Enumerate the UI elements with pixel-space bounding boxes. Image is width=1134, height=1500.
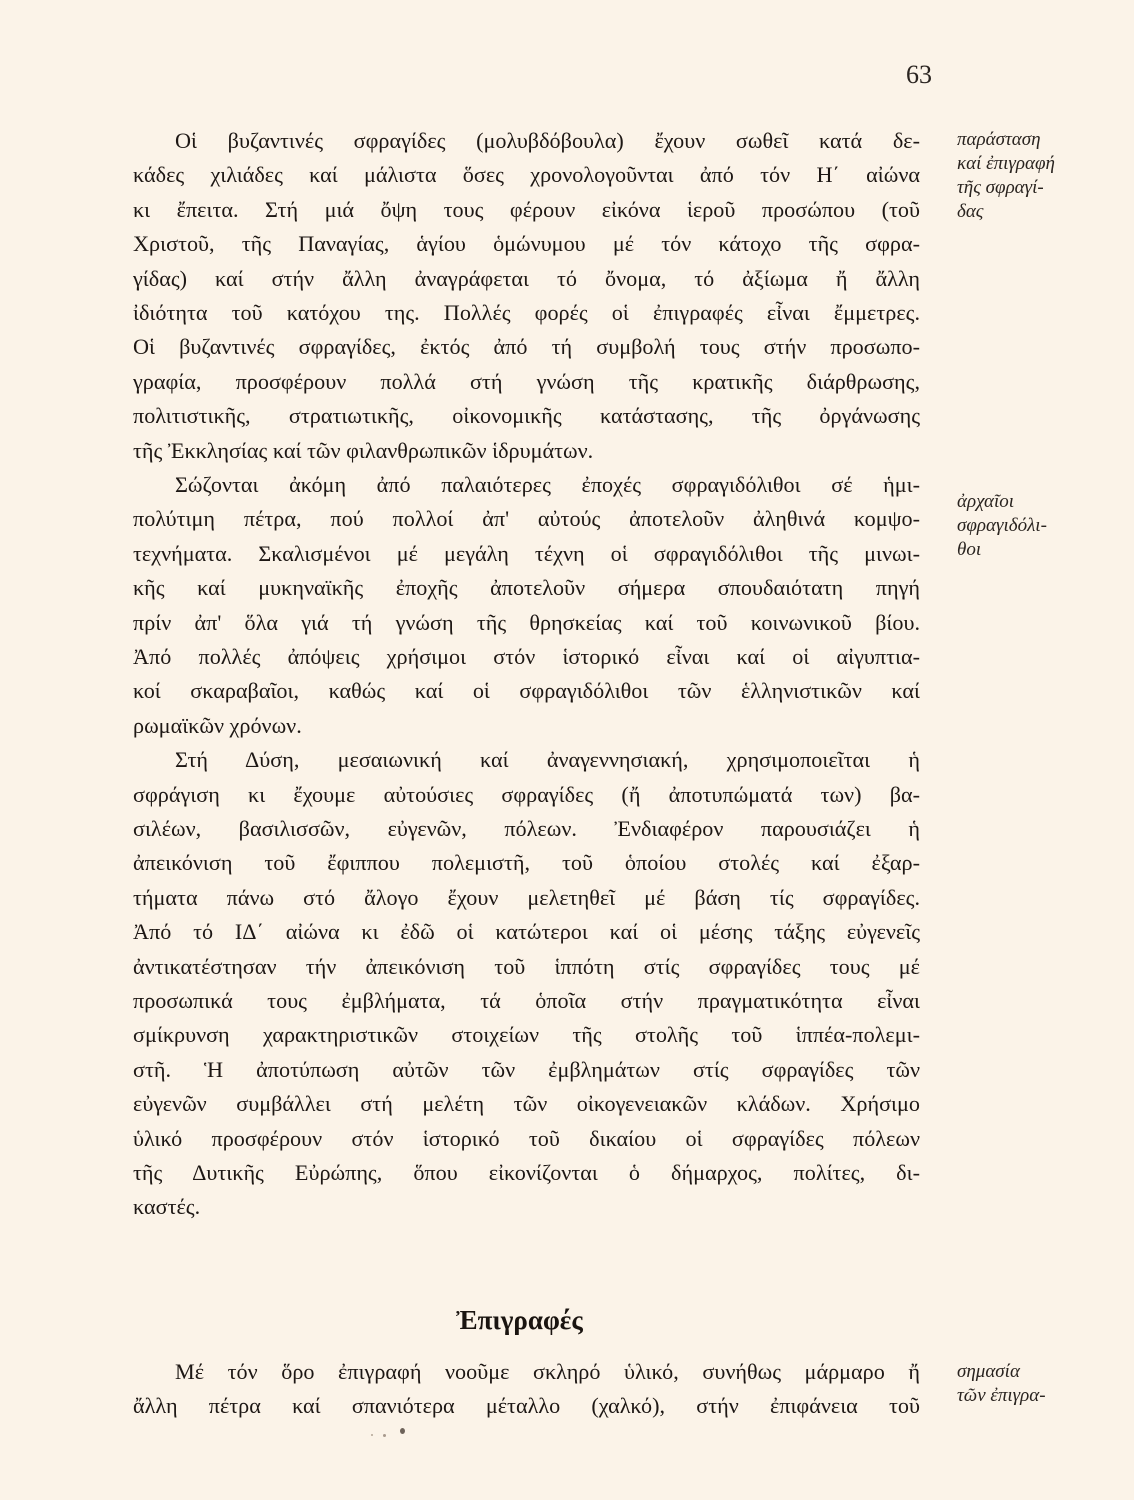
page-number: 63: [906, 60, 932, 89]
text-line: γίδας) καί στήν ἄλλη ἀναγράφεται τό ὄνομα, τό ἀξίωμα ἤ ἄλλη: [133, 265, 920, 291]
margin-note-line: παράσταση: [957, 129, 1041, 150]
text-line: τῆς Ἐκκλησίας καί τῶν φιλανθρωπικῶν ἱδρυμάτων.: [133, 437, 594, 463]
text-line: Χριστοῦ, τῆς Παναγίας, ἁγίου ὁμώνυμου μέ τόν κάτοχο τῆς σφρα-: [133, 231, 920, 257]
text-line: πρίν ἀπ' ὅλα γιά τή γνώση τῆς θρησκείας καί τοῦ κοινωνικοῦ βίου.: [133, 609, 920, 635]
text-line: καστές.: [133, 1194, 201, 1220]
text-line: Οἱ βυζαντινές σφραγίδες (μολυβδόβουλα) ἔχουν σωθεῖ κατά δε-: [175, 128, 920, 153]
text-line: ἀπεικόνιση τοῦ ἔφιππου πολεμιστῆ, τοῦ ὁποίου στολές καί ἐξαρ-: [133, 850, 920, 876]
text-line: σμίκρυνση χαρακτηριστικῶν στοιχείων τῆς στολῆς τοῦ ἱππέα-πολεμι-: [133, 1022, 920, 1048]
text-line: ἰδιότητα τοῦ κατόχου της. Πολλές φορές οἱ ἐπιγραφές εἶναι ἔμμετρες.: [133, 300, 920, 325]
section-heading: Ἐπιγραφές: [456, 1305, 583, 1335]
text-line: Μέ τόν ὅρο ἐπιγραφή νοοῦμε σκληρό ὑλικό, συνήθως μάρμαρο ἤ: [175, 1359, 920, 1384]
text-line: γραφία, προσφέρουν πολλά στή γνώση τῆς κρατικῆς διάρθρωσης,: [133, 368, 920, 394]
text-line: κάδες χιλιάδες καί μάλιστα ὅσες χρονολογοῦνται ἀπό τόν Η΄ αἰώνα: [133, 162, 920, 188]
text-line: Στή Δύση, μεσαιωνική καί ἀναγεννησιακή, χρησιμοποιεῖται ἡ: [175, 747, 920, 773]
text-line: Σώζονται ἀκόμη ἀπό παλαιότερες ἐποχές σφραγιδόλιθοι σέ ἡμι-: [175, 472, 920, 497]
margin-note-line: τῆς σφραγί-: [957, 177, 1044, 198]
margin-note-line: δας: [957, 201, 984, 222]
text-line: Ἀπό πολλές ἀπόψεις χρήσιμοι στόν ἱστορικό εἶναι καί οἱ αἰγυπτια-: [133, 644, 920, 669]
text-line: σφράγιση κι ἔχουμε αὐτούσιες σφραγίδες (ἤ ἀποτυπώματά των) βα-: [133, 781, 920, 807]
text-line: προσωπικά τους ἐμβλήματα, τά ὁποῖα στήν πραγματικότητα εἶναι: [133, 988, 920, 1013]
text-line: τῆς Δυτικῆς Εὐρώπης, ὅπου εἰκονίζονται ὁ δήμαρχος, πολίτες, δι-: [133, 1160, 920, 1185]
text-line: πολιτιστικῆς, στρατιωτικῆς, οἰκονομικῆς κατάστασης, τῆς ὀργάνωσης: [133, 403, 920, 429]
text-line: Οἱ βυζαντινές σφραγίδες, ἐκτός ἀπό τή συμβολή τους στήν προσωπο-: [133, 334, 920, 360]
text-line: ὑλικό προσφέρουν στόν ἱστορικό τοῦ δικαίου οἱ σφραγίδες πόλεων: [133, 1125, 920, 1151]
print-speck: [371, 1434, 373, 1436]
margin-note-line: σφραγιδόλι-: [957, 515, 1047, 536]
print-speck: [383, 1434, 386, 1437]
text-line: Ἀπό τό ΙΔ΄ αἰώνα κι ἐδῶ οἱ κατώτεροι καί οἱ μέσης τάξης εὐγενεῖς: [133, 919, 920, 945]
text-line: κι ἔπειτα. Στή μιά ὄψη τους φέρουν εἰκόνα ἱεροῦ προσώπου (τοῦ: [133, 196, 920, 222]
text-line: ρωμαϊκῶν χρόνων.: [133, 712, 302, 738]
margin-note-line: τῶν ἐπιγρα-: [957, 1385, 1046, 1406]
text-line: ἀντικατέστησαν τήν ἀπεικόνιση τοῦ ἱππότη στίς σφραγίδες τους μέ: [133, 953, 920, 979]
text-line: πολύτιμη πέτρα, πού πολλοί ἀπ' αὐτούς ἀποτελοῦν ἀληθινά κομψο-: [133, 506, 920, 532]
margin-note-line: ἀρχαῖοι: [957, 491, 1015, 512]
margin-note-2: [957, 490, 1047, 562]
text-line: κῆς καί μυκηναϊκῆς ἐποχῆς ἀποτελοῦν σήμερα σπουδαιότατη πηγή: [133, 575, 920, 601]
text-line: ἄλλη πέτρα καί σπανιότερα μέταλλο (χαλκό), στήν ἐπιφάνεια τοῦ: [133, 1393, 920, 1419]
text-line: σιλέων, βασιλισσῶν, εὐγενῶν, πόλεων. Ἐνδιαφέρον παρουσιάζει ἡ: [133, 816, 920, 841]
text-line: τήματα πάνω στό ἄλογο ἔχουν μελετηθεῖ μέ βάση τίς σφραγίδες.: [133, 884, 920, 910]
margin-note-1: [957, 128, 1055, 224]
text-line: τεχνήματα. Σκαλισμένοι μέ μεγάλη τέχνη οἱ σφραγιδόλιθοι τῆς μινωι-: [133, 540, 920, 566]
text-line: εὐγενῶν συμβάλλει στή μελέτη τῶν οἰκογενειακῶν κλάδων. Χρήσιμο: [133, 1091, 920, 1117]
margin-note-line: σημασία: [957, 1361, 1020, 1382]
margin-note-3: [957, 1360, 1046, 1408]
text-line: στῆ. Ἡ ἀποτύπωση αὐτῶν τῶν ἐμβλημάτων στίς σφραγίδες τῶν: [133, 1056, 920, 1082]
margin-note-line: θοι: [957, 539, 982, 560]
margin-note-line: καί ἐπιγραφή: [957, 153, 1055, 174]
print-speck: [400, 1428, 405, 1434]
text-line: κοί σκαραβαῖοι, καθώς καί οἱ σφραγιδόλιθοι τῶν ἑλληνιστικῶν καί: [133, 678, 920, 704]
